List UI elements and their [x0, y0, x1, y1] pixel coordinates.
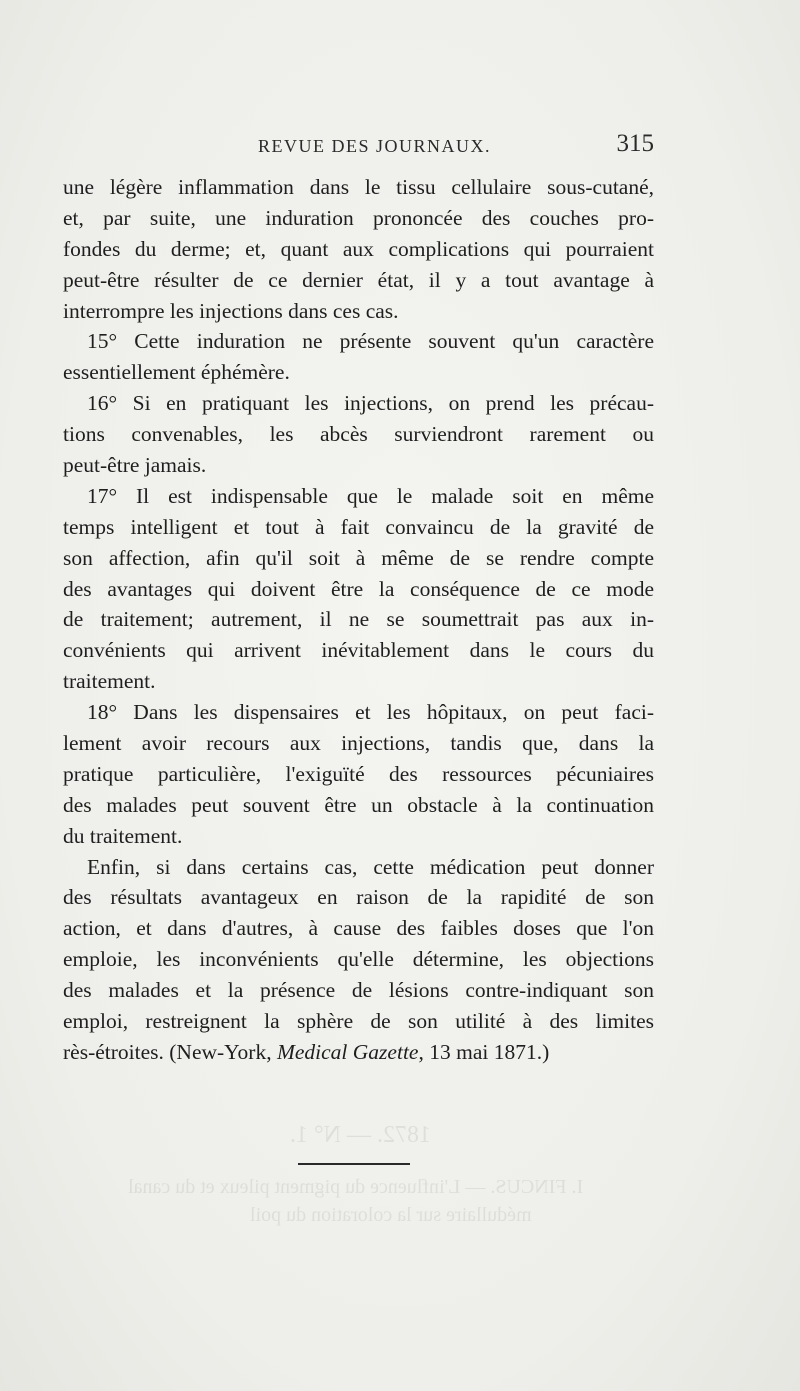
- text-line: essentiellement éphémère.: [63, 360, 290, 385]
- show-through-line-2: I. FINCUS. — L'influence du pigment pileux et du canal: [128, 1176, 584, 1198]
- text-line: interrompre les injections dans ces cas.: [63, 298, 399, 323]
- text-line: 16° Si en pratiquant les injections, on prend les précau-: [87, 391, 654, 416]
- text-line: 17° Il est indispensable que le malade soit en même: [87, 483, 654, 508]
- text-line: des malades et la présence de lésions contre-indiquant son: [63, 978, 654, 1003]
- show-through-line-3: médullaire sur la coloration du poil: [250, 1204, 532, 1226]
- section-end-rule: [298, 1163, 410, 1165]
- text-line: une légère inflammation dans le tissu cellulaire sous-cutané,: [63, 175, 654, 199]
- body-text: [63, 172, 654, 1068]
- text-line: traitement.: [63, 669, 156, 694]
- text-line: son affection, afin qu'il soit à même de se rendre compte: [63, 545, 654, 570]
- text-line: des avantages qui doivent être la conséquence de ce mode: [63, 576, 654, 601]
- text-line: lement avoir recours aux injections, tandis que, dans la: [63, 731, 654, 756]
- text-line: des résultats avantageux en raison de la rapidité de son: [63, 885, 654, 910]
- text-line: fondes du derme; et, quant aux complications qui pourraient: [63, 236, 654, 261]
- text-line: emploie, les inconvénients qu'elle détermine, les objections: [63, 947, 654, 972]
- text-line: Enfin, si dans certains cas, cette médication peut donner: [87, 854, 654, 879]
- text-line: du traitement.: [63, 823, 183, 848]
- text-line: temps intelligent et tout à fait convaincu de la gravité de: [63, 514, 654, 539]
- text-line: action, et dans d'autres, à cause des faibles doses que l'on: [63, 916, 654, 941]
- running-title: REVUE DES JOURNAUX.: [258, 136, 492, 156]
- text-line: peut-être jamais.: [63, 453, 207, 478]
- show-through-line-1: 1872. — N° 1.: [290, 1122, 431, 1148]
- text-line: convénients qui arrivent inévitablement dans le cours du: [63, 638, 654, 663]
- text-line: rès-étroites. (New-York, Medical Gazette, 13 mai 1871.): [63, 1039, 550, 1064]
- text-line: peut-être résulter de ce dernier état, il y a tout avantage à: [63, 267, 654, 292]
- text-line: 15° Cette induration ne présente souvent qu'un caractère: [87, 329, 654, 354]
- text-line: des malades peut souvent être un obstacle à la continuation: [63, 792, 654, 817]
- page-header: [88, 128, 654, 168]
- text-line: de traitement; autrement, il ne se soumettrait pas aux in-: [63, 607, 654, 632]
- page-number: 315: [616, 130, 654, 157]
- text-line: emploi, restreignent la sphère de son utilité à des limites: [63, 1009, 654, 1034]
- text-line: 18° Dans les dispensaires et les hôpitaux, on peut faci-: [87, 700, 654, 725]
- text-line: tions convenables, les abcès surviendront rarement ou: [63, 422, 654, 447]
- text-line: et, par suite, une induration prononcée des couches pro-: [63, 205, 654, 230]
- text-line: pratique particulière, l'exiguïté des ressources pécuniaires: [63, 761, 654, 786]
- journal-title: Medical Gazette: [276, 1039, 419, 1064]
